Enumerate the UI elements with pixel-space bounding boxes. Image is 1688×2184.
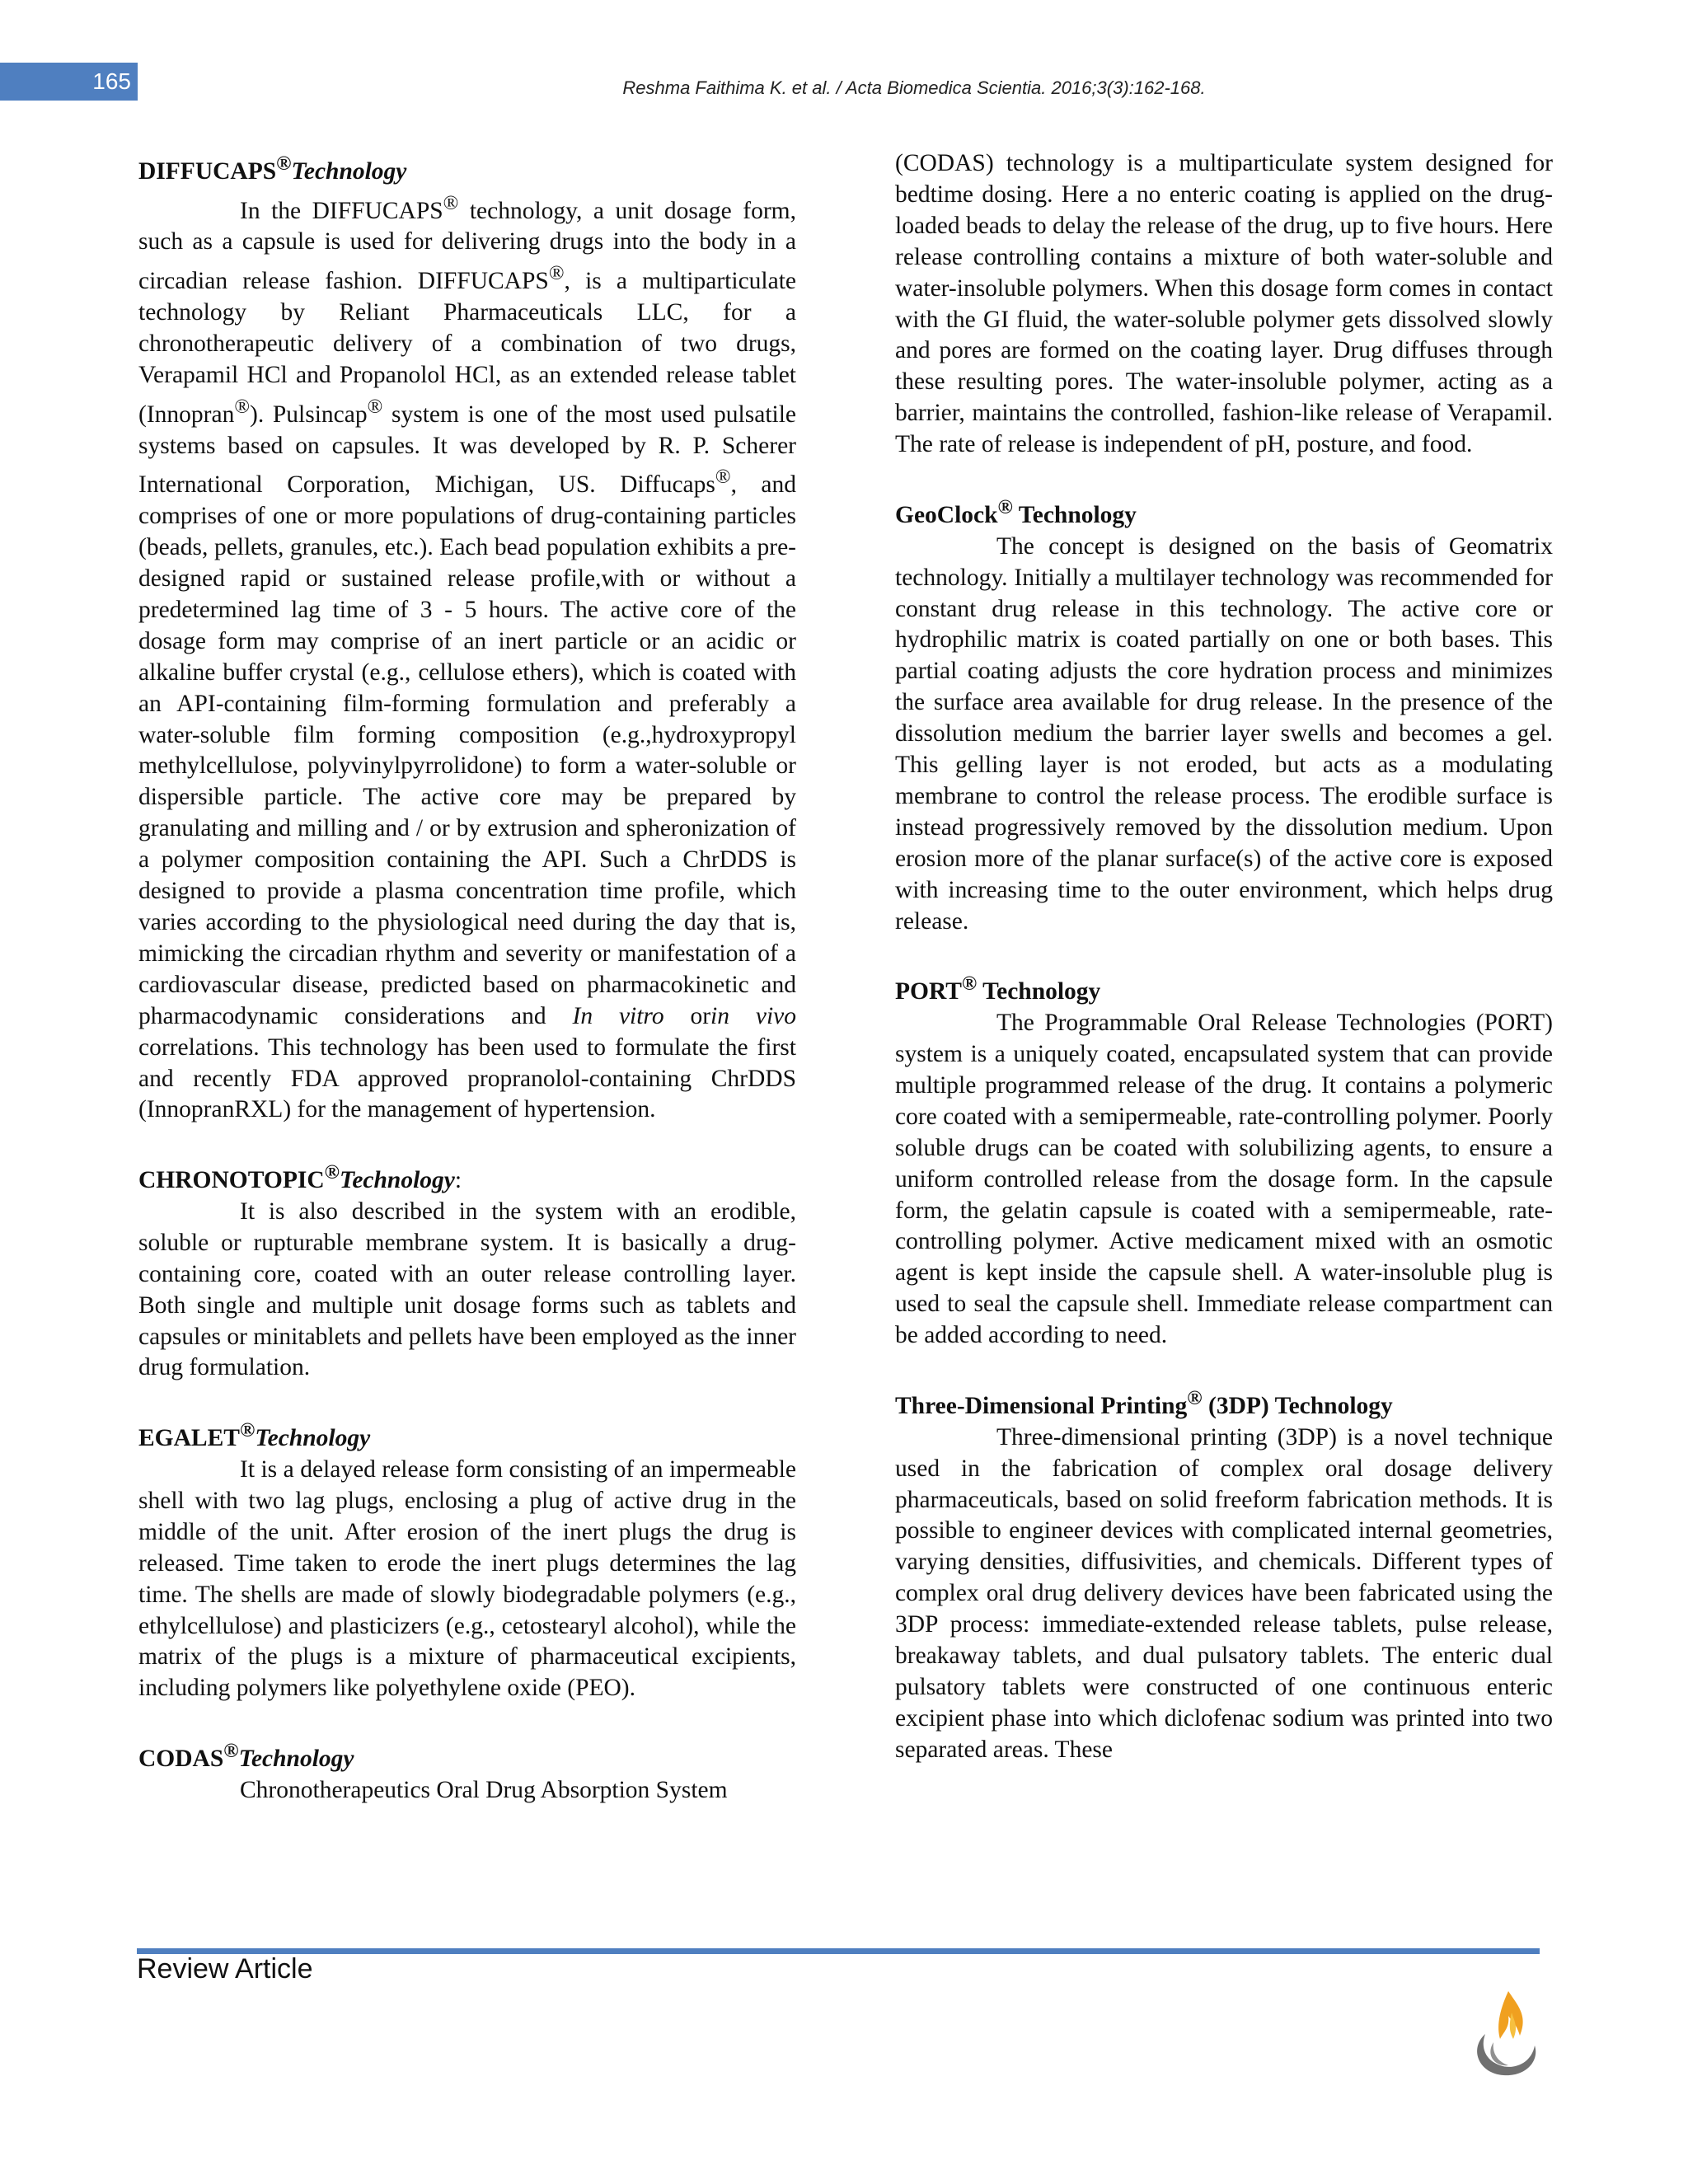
- port-heading: PORT® Technology: [895, 972, 1101, 1005]
- port-paragraph: The Programmable Oral Release Technologies (PORT) system is a uniquely coated, encapsulated system that can provide multiple programmed release of the drug. It contains a polymeric core coated with a semipermeable, rate-controlling polymer. Poorly soluble drugs can be coated with solubilizing agents, to ensure a uniform controlled release from the dosage form. In the capsule form, the gelatin capsule is coated with a semipermeable, rate-controlling polymer. Active medicament mixed with an osmotic agent is kept inside the capsule shell. A water-insoluble plug is used to seal the capsule shell. Immediate release compartment can be added according to need.: [895, 1010, 1553, 1349]
- threedp-heading: Three-Dimensional Printing® (3DP) Technology: [895, 1386, 1393, 1419]
- footer-rule: [137, 1948, 1540, 1954]
- chronotopic-paragraph: It is also described in the system with an erodible, soluble or rupturable membrane system. It is basically a drug-containing core, coated with an outer release controlling layer. Both single and multiple unit dosage forms such as tablets and capsules or minitablets and pellets have been employed as the inner drug formulation.: [138, 1197, 796, 1381]
- egalet-heading: EGALET®Technology: [138, 1419, 371, 1452]
- geoclock-paragraph: The concept is designed on the basis of Geomatrix technology. Initially a multilayer technology was recommended for constant drug release in this technology. The active core or hydrophilic matrix is coated partially on one or both bases. This partial coating adjusts the core hydration process and minimizes the surface area available for drug release. In the presence of the dissolution medium the barrier layer swells and becomes a gel. This gelling layer is not eroded, but acts as a modulating membrane to control the release process. The erodible surface is instead progressively removed by the dissolution medium. Upon erosion more of the planar surface(s) of the active core is exposed with increasing time to the outer environment, which helps drug release.: [895, 532, 1553, 935]
- journal-logo-icon: [1461, 1985, 1551, 2083]
- right-column: [895, 148, 1553, 1766]
- egalet-paragraph: It is a delayed release form consisting of an impermeable shell with two lag plugs, enclosing a plug of active drug in the middle of the unit. After erosion of the inert plugs the drug is released. Time taken to erode the inert plugs determines the lag time. The shells are made of slowly biodegradable polymers (e.g., ethylcellulose) and plasticizers (e.g., cetostearyl alcohol), while the matrix of the plugs is a mixture of pharmaceutical excipients, including polymers like polyethylene oxide (PEO).: [138, 1456, 796, 1702]
- running-head: Reshma Faithima K. et al. / Acta Biomedica Scientia. 2016;3(3):162-168.: [622, 77, 1206, 98]
- codas-paragraph: Chronotherapeutics Oral Drug Absorption System: [240, 1776, 728, 1803]
- codas-continued-paragraph: (CODAS) technology is a multiparticulate system designed for bedtime dosing. Here a no enteric coating is applied on the drug-loaded beads to delay the release of the drug, up to five hours. Here release controlling contains a mixture of both water-soluble and water-insoluble polymers. When this dosage form comes in contact with the GI fluid, the water-soluble polymer gets dissolved slowly and pores are formed on the coating layer. Drug diffuses through these resulting pores. The water-insoluble polymer, acting as a barrier, maintains the controlled, fashion-like release of Verapamil. The rate of release is independent of pH, posture, and food.: [895, 150, 1553, 458]
- footer-label: Review Article: [137, 1953, 313, 1985]
- diffucaps-heading: DIFFUCAPS®Technology: [138, 152, 407, 185]
- page-number: 165: [0, 63, 138, 101]
- diffucaps-paragraph: In the DIFFUCAPS® technology, a unit dosage form, such as a capsule is used for delivering drugs into the body in a circadian release fashion. DIFFUCAPS®, is a multiparticulate technology by Reliant Pharmaceuticals LLC, for a chronotherapeutic delivery of a combination of two drugs, Verapamil HCl and Propanolol HCl, as an extended release tablet (Innopran®). Pulsincap® system is one of the most used pulsatile systems based on capsules. It was developed by R. P. Scherer International Corporation, Michigan, US. Diffucaps®, and comprises of one or more populations of drug-containing particles (beads, pellets, granules, etc.). Each bead population exhibits a pre-designed rapid or sustained release profile,with or without a predetermined lag time of 3 - 5 hours. The active core of the dosage form may comprise of an inert particle or an acidic or alkaline buffer crystal (e.g., cellulose ethers), which is coated with an API-containing film-forming formulation and preferably a water-soluble film forming composition (e.g.,hydroxypropyl methylcellulose, polyvinylpyrrolidone) to form a water-soluble or dispersible particle. The active core may be prepared by granulating and milling and / or by extrusion and spheronization of a polymer composition containing the API. Such a ChrDDS is designed to provide a plasma concentration time profile, which varies according to the physiological need during the day that is, mimicking the circadian rhythm and severity or manifestation of a cardiovascular disease, predicted based on pharmacokinetic and pharmacodynamic considerations and In vitro orin vivo correlations. This technology has been used to formulate the first and recently FDA approved propranolol-containing ChrDDS (InnopranRXL) for the management of hypertension.: [138, 191, 797, 1123]
- threedp-paragraph: Three-dimensional printing (3DP) is a novel technique used in the fabrication of complex oral dosage delivery pharmaceuticals, based on solid freeform fabrication methods. It is possible to engineer devices with complicated internal geometries, varying densities, diffusivities, and chemicals. Different types of complex oral drug delivery devices have been fabricated using the 3DP process: immediate-extended release tablets, pulse release, breakaway tablets, and dual pulsatory tablets. The enteric dual pulsatory tablets were constructed of one continuous enteric excipient phase into which diclofenac sodium was printed into two separated areas. These: [895, 1423, 1553, 1763]
- left-column: [138, 148, 796, 1807]
- chronotopic-heading: CHRONOTOPIC®Technology:: [138, 1161, 462, 1194]
- geoclock-heading: GeoClock® Technology: [895, 495, 1137, 528]
- codas-heading: CODAS®Technology: [138, 1740, 354, 1772]
